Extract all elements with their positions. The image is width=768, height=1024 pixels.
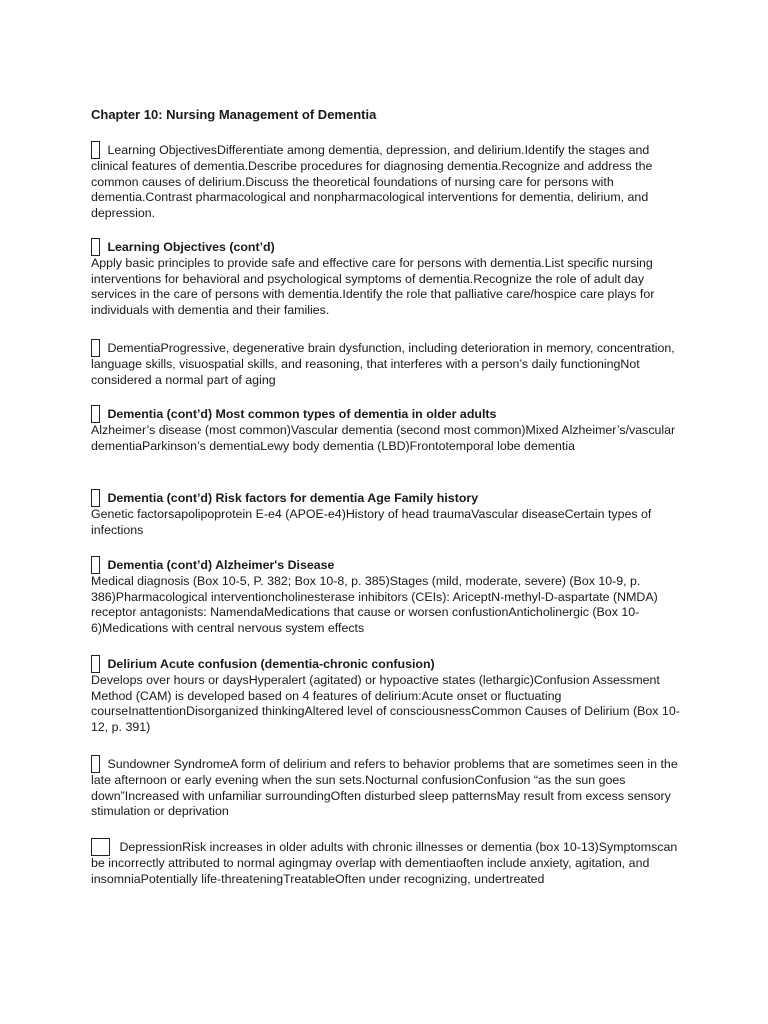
image-placeholder-icon <box>91 489 100 507</box>
section-text: Develops over hours or daysHyperalert (agitated) or hypoactive states (lethargic)Confusion Assessment Method (CAM) is developed based on 4 features of delirium:Acute onset or fluctuating courseInattentionDisorganized thinkingAltered level of consciousnessCommon Causes of Delirium (Box 10-12, p. 391) <box>91 673 680 734</box>
image-placeholder-icon <box>91 238 100 256</box>
section-heading: Dementia (cont’d) Alzheimer's Disease <box>107 558 335 572</box>
section-learning-objectives-contd <box>91 238 681 318</box>
image-placeholder-icon <box>91 655 100 673</box>
section-text: DementiaProgressive, degenerative brain dysfunction, including deterioration in memory, concentration, language skills, visuospatial skills, and reasoning, that interferes with a person’s daily functioningNot considered a normal part of aging <box>91 341 675 387</box>
section-text: Sundowner SyndromeA form of delirium and refers to behavior problems that are sometimes seen in the late afternoon or early evening when the sun sets.Nocturnal confusionConfusion “as the sun goes down”Increased with unfamiliar surroundingOften disturbed sleep patternsMay result from excess sensory stimulation or deprivation <box>91 757 678 819</box>
section-text: Genetic factorsapolipoprotein E-e4 (APOE-e4)History of head traumaVascular diseaseCertain types of infections <box>91 507 652 537</box>
image-placeholder-icon <box>91 141 100 159</box>
image-placeholder-icon <box>91 838 110 856</box>
section-sundowner-syndrome <box>91 755 681 820</box>
section-text: DepressionRisk increases in older adults with chronic illnesses or dementia (box 10-13)Symptomscan be incorrectly attributed to normal agingmay overlap with dementiaoften include anxiety, agitation, and insomniaPotentially life-threateningTreatableOften under recognizing, undertreated <box>91 840 678 886</box>
image-placeholder-icon <box>91 339 100 357</box>
section-dementia-types <box>91 405 681 454</box>
section-delirium <box>91 655 681 735</box>
section-text: Medical diagnosis (Box 10-5, P. 382; Box 10-8, p. 385)Stages (mild, moderate, severe) (Box 10-9, p. 386)Pharmacological interventioncholinesterase inhibitors (CEIs): AriceptN-methyl-D-aspartate (NMDA) receptor antagonists: NamendaMedications that cause or worsen confustionAnticholinergic (Box 10-6)Medications with central nervous system effects <box>91 574 658 635</box>
section-depression <box>91 838 681 887</box>
section-heading: Dementia (cont’d) Risk factors for dementia Age Family history <box>107 491 479 505</box>
section-text: Apply basic principles to provide safe and effective care for persons with dementia.List specific nursing interventions for behavioral and psychological symptoms of dementia.Recognize the role of adult day services in the care of persons with dementia.Identify the role that palliative care/hospice care plays for individuals with dementia and their families. <box>91 256 655 317</box>
section-text: Learning ObjectivesDifferentiate among dementia, depression, and delirium.Identify the stages and clinical features of dementia.Describe procedures for diagnosing dementia.Recognize and address the common causes of delirium.Discuss the theoretical foundations of nursing care for persons with dementia.Contrast pharmacological and nonpharmacological interventions for dementia, delirium, and depression. <box>91 143 653 220</box>
section-dementia-risk-factors <box>91 489 681 538</box>
section-text: Alzheimer’s disease (most common)Vascular dementia (second most common)Mixed Alzheimer’s/vascular dementiaParkinson’s dementiaLewy body dementia (LBD)Frontotemporal lobe dementia <box>91 423 676 453</box>
image-placeholder-icon <box>91 556 100 574</box>
section-dementia <box>91 339 681 388</box>
section-alzheimers-disease <box>91 556 681 636</box>
section-heading: Learning Objectives (cont’d) <box>107 240 275 254</box>
image-placeholder-icon <box>91 405 100 423</box>
chapter-title: Chapter 10: Nursing Management of Dementia <box>91 107 377 122</box>
image-placeholder-icon <box>91 755 100 773</box>
section-heading: Dementia (cont’d) Most common types of dementia in older adults <box>107 407 497 421</box>
section-heading: Delirium Acute confusion (dementia-chronic confusion) <box>107 657 435 671</box>
section-learning-objectives <box>91 141 681 221</box>
